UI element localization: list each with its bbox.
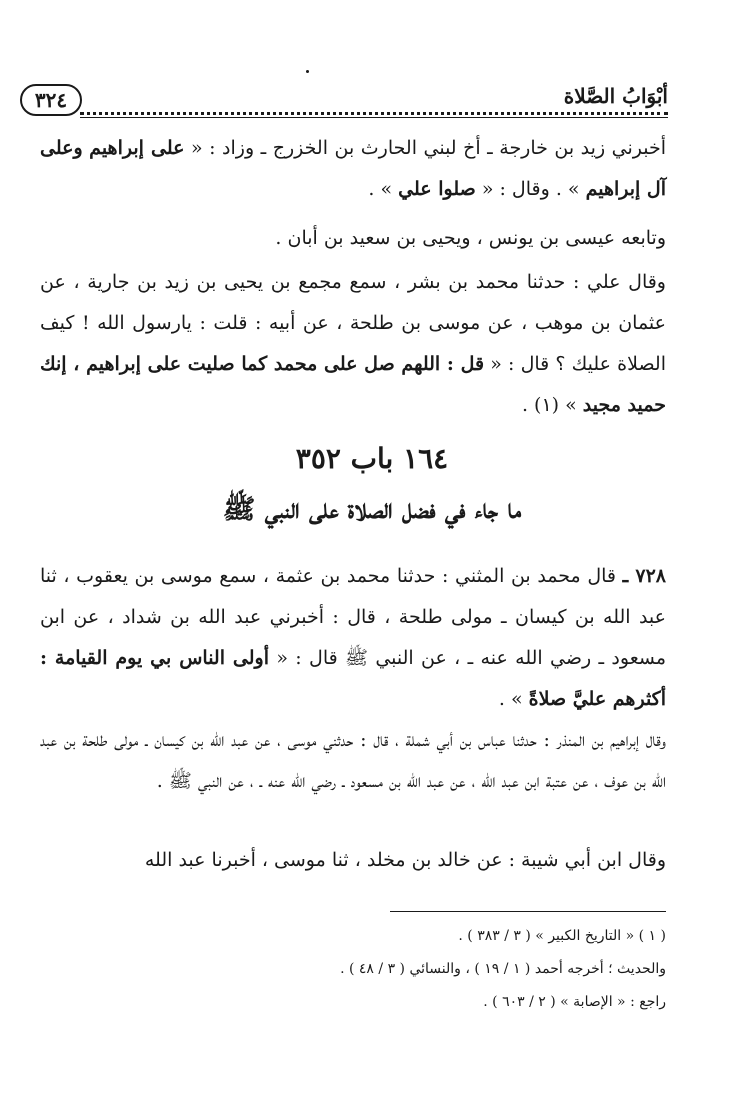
footnote-line: ( ١ ) « التاريخ الكبير » ( ٣ / ٣٨٣ ) . [458, 928, 666, 944]
paragraph-text: وقال ابن أبي شيبة : عن خالد بن مخلد ، ثنا موسى ، أخبرنا عبد الله [144, 849, 666, 871]
paragraph-text: وقال إبراهيم بن المنذر : حدثنا عباس بن أبي شملة ، قال : حدثني موسى ، عن عبد الله بن كيسان ـ مولى طلحة بن عبد الله بن عوف ، عن عتبة ابن عبد الله ، عن عبد الله بن مسعود ـ رضي الله عنه ـ ، عن النبي ﷺ . [40, 729, 666, 792]
chapter-title: ما جاء في فضل الصلاة على النبي ﷺ [222, 494, 522, 525]
paragraph-text: وتابعه عيسى بن يونس ، ويحيى بن سعيد بن أبان . [275, 227, 666, 249]
bold-run: على إبراهيم [89, 137, 185, 159]
header-dotted-rule [80, 112, 668, 115]
footnote-line: والحديث ؛ أخرجه أحمد ( ١ / ١٩ ) ، والنسائي ( ٣ / ٤٨ ) . [340, 961, 666, 977]
paragraph-ali [40, 262, 666, 426]
text-run: وقال علي : حدثنا محمد بن بشر ، سمع مجمع بن يحيى بن زيد بن جارية ، عن عثمان بن موهب ، عن موسى بن طلحة ، عن أبيه : قلت : يارسول الله ! كيف الصلاة عليك ؟ قال : « [40, 271, 667, 375]
paragraph-ibn-abi-shayba [40, 840, 666, 881]
header-rule [80, 117, 668, 118]
top-section [40, 128, 666, 210]
text-run: » (١) . [521, 394, 583, 416]
hadith-728 [40, 556, 666, 720]
page-number: ٣٢٤ [20, 84, 82, 116]
bold-run: صلوا علي [398, 178, 476, 200]
hadith-number: ٧٢٨ ـ [622, 565, 667, 587]
print-speck [306, 70, 309, 73]
page-header [20, 74, 668, 120]
bold-run: قل : اللهم صل على محمد كما صليت على إبراهيم ، إنك حميد مجيد [40, 353, 666, 416]
paragraph-ibrahim [40, 720, 666, 802]
footnote-line: راجع : « الإصابة » ( ٢ / ٦٠٣ ) . [483, 994, 666, 1010]
text-run: قال محمد بن المثني : حدثنا محمد بن عثمة ، سمع موسى بن يعقوب ، ثنا عبد الله بن كيسان ـ مولى طلحة ، قال : أخبرني عبد الله بن شداد ، عن ابن مسعود ـ رضي الله عنه ـ ، عن النبي ﷺ قال : « [40, 565, 666, 669]
text-run: أخبرني زيد بن خارجة ـ أخ لبني الحارث بن الخزرج ـ وزاد : « [184, 137, 667, 159]
running-title: أبْوَابُ الصَّلاة [563, 84, 668, 108]
bold-run: وعلى آل إبراهيم [40, 137, 666, 200]
paragraph-tabaahu [40, 218, 666, 259]
text-run: » . وقال : « [475, 178, 586, 200]
text-run: » . [368, 178, 399, 200]
footnotes [200, 920, 666, 1019]
text-run: » . [498, 688, 529, 710]
footnote-separator [390, 911, 666, 912]
chapter-number: ١٦٤ باب ٣٥٢ [295, 442, 449, 475]
bold-run: أولى الناس بي يوم القيامة : أكثرهم عليَّ صلاةً [40, 647, 666, 710]
paragraph-khadija [40, 128, 666, 210]
